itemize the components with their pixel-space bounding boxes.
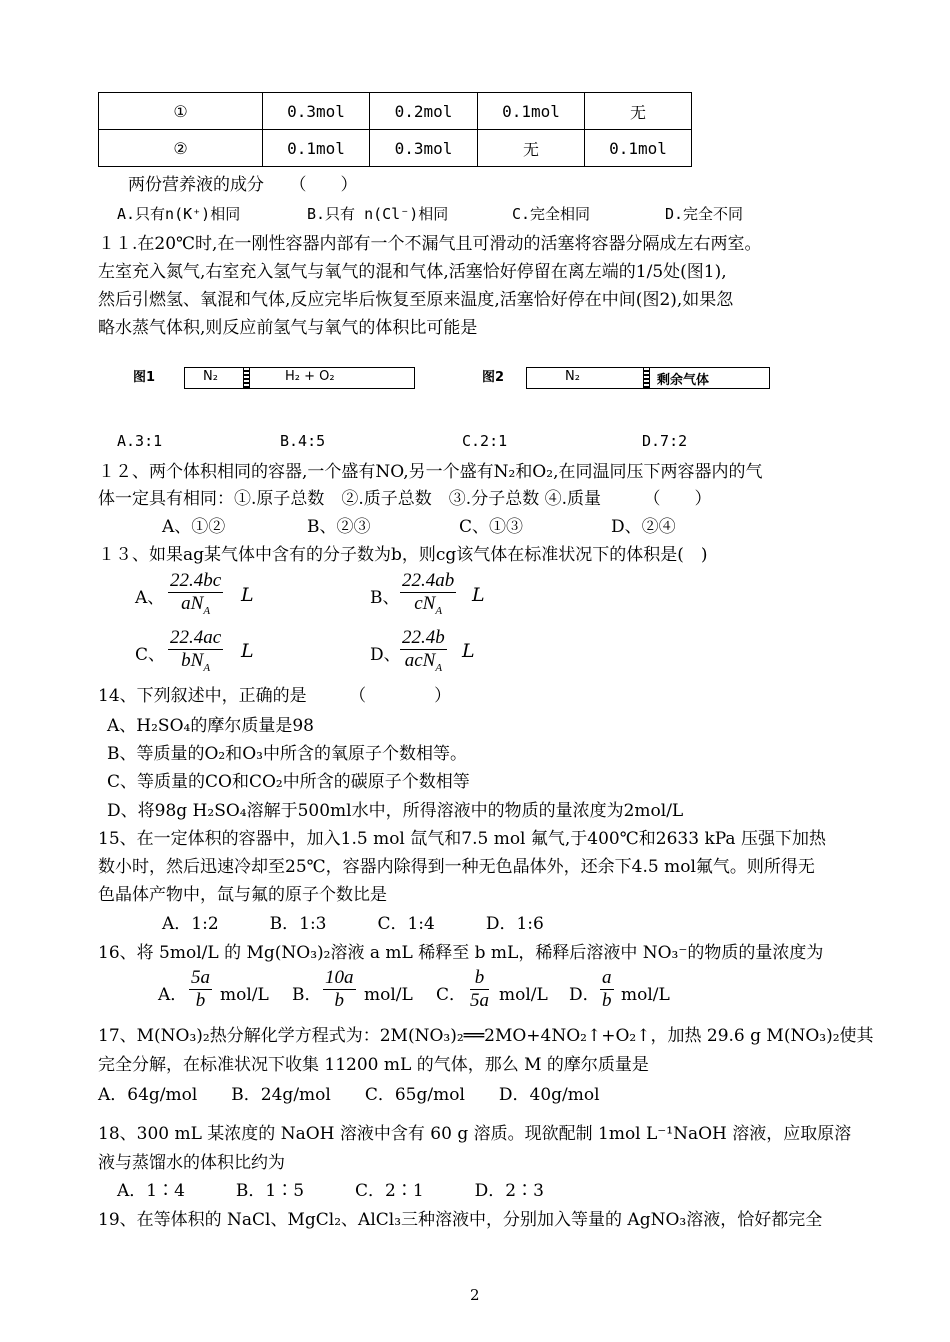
table-cell: 0.3mol xyxy=(370,130,478,167)
q16-option-b-fraction xyxy=(323,967,356,1012)
fraction-numerator: 22.4ab xyxy=(402,570,455,591)
q11-option-d: D.7:2 xyxy=(642,432,688,450)
q15-line-2: 数小时，然后迅速冷却至25℃，容器内除得到一种无色晶体外，还余下4.5 mol氟气。则所得无 xyxy=(98,857,815,877)
q16-stem: 16、将 5mol/L 的 Mg(NO₃)₂溶液 a mL 稀释至 b mL，稀释后溶液中 NO₃⁻的物质的量浓度为 xyxy=(98,943,824,963)
fraction-denominator: b xyxy=(334,990,344,1011)
q13-option-a-fraction xyxy=(168,570,223,617)
q14-stem: 14、下列叙述中，正确的是 （ ） xyxy=(98,686,452,706)
q11-option-a: A.3:1 xyxy=(117,432,163,450)
q14-option-c: C、等质量的CO和CO₂中所含的碳原子个数相等 xyxy=(107,772,470,792)
q14-option-b: B、等质量的O₂和O₃中所含的氧原子个数相等。 xyxy=(107,744,467,764)
q16-option-d-label: D． xyxy=(569,985,600,1005)
q15-options: A．1:2 B．1:3 C．1:4 D．1:6 xyxy=(162,914,544,934)
fraction-numerator: a xyxy=(602,967,612,988)
q16-option-c-label: C． xyxy=(436,985,467,1005)
q11-line-4: 略水蒸气体积,则反应前氢气与氧气的体积比可能是 xyxy=(98,318,478,338)
q14-option-d: D、将98g H₂SO₄溶解于500ml水中，所得溶液中的物质的量浓度为2mol/L xyxy=(107,801,684,821)
fraction-denominator: $cN_A$ xyxy=(414,593,443,617)
table-row xyxy=(99,130,692,167)
fraction-denominator: 5a xyxy=(470,990,489,1011)
unit-label: L xyxy=(472,584,485,606)
q12-option-b: B、②③ xyxy=(307,517,371,537)
q16-option-a-fraction xyxy=(189,967,212,1012)
q13-option-b-label: B、 xyxy=(370,588,400,608)
table-cell: 0.1mol xyxy=(478,93,585,130)
unit-label: mol/L xyxy=(220,985,269,1005)
q11-line-3: 然后引燃氢、氧混和气体,反应完毕后恢复至原来温度,活塞恰好停在中间(图2),如果忽 xyxy=(98,290,734,310)
q12-option-c: C、①③ xyxy=(459,517,524,537)
q10-stem: 两份营养液的成分 （ ） xyxy=(128,175,358,195)
fraction-denominator: b xyxy=(195,990,206,1011)
q18-line-1: 18、300 mL 某浓度的 NaOH 溶液中含有 60 g 溶质。现欲配制 1mol L⁻¹NaOH 溶液，应取原溶 xyxy=(98,1124,852,1144)
figure-1-label: 图1 xyxy=(133,370,156,385)
q11-option-c: C.2:1 xyxy=(462,432,508,450)
fraction-denominator: b xyxy=(602,990,612,1011)
q11-line-2: 左室充入氮气,右室充入氢气与氧气的混和气体,活塞恰好停留在离左端的1/5处(图1), xyxy=(98,262,727,282)
q13-stem: １３、如果ag某气体中含有的分子数为b，则cg该气体在标准状况下的体积是( ) xyxy=(98,545,708,565)
figure-2-remaining-gas-label: 剩余气体 xyxy=(657,373,710,388)
unit-label: mol/L xyxy=(499,985,548,1005)
table-cell: 0.3mol xyxy=(263,93,370,130)
fraction-numerator: 22.4b xyxy=(402,627,445,648)
fraction-denominator: $bN_A$ xyxy=(181,650,211,674)
table-cell: ② xyxy=(99,130,263,167)
fraction-denominator: $aN_A$ xyxy=(181,593,211,617)
q15-line-3: 色晶体产物中，氙与氟的原子个数比是 xyxy=(98,885,387,905)
q13-option-a-label: A、 xyxy=(135,588,165,608)
page-number: 2 xyxy=(470,1286,480,1304)
q18-options: A．1∶4 B．1∶5 C．2∶1 D．2∶3 xyxy=(117,1181,544,1201)
q13-option-c-label: C、 xyxy=(135,645,166,665)
q10-option-d: D.完全不同 xyxy=(665,205,744,223)
q10-option-b: B.只有 n(Cl⁻)相同 xyxy=(307,205,449,223)
q16-option-c-fraction xyxy=(470,967,489,1012)
q12-line-2: 体一定具有相同：①.原子总数 ②.质子总数 ③.分子总数 ④.质量 （ ） xyxy=(98,489,712,509)
figure-1-piston xyxy=(243,368,250,388)
table-cell: 0.2mol xyxy=(370,93,478,130)
table-cell: ① xyxy=(99,93,263,130)
q12-option-a: A、①② xyxy=(162,517,226,537)
figure-2-label: 图2 xyxy=(482,370,505,385)
q11-line-1: １１.在20℃时,在一刚性容器内部有一个不漏气且可滑动的活塞将容器分隔成左右两室。 xyxy=(98,234,762,254)
figure-2-piston xyxy=(643,368,650,388)
q17-line-2: 完全分解，在标准状况下收集 11200 mL 的气体，那么 M 的摩尔质量是 xyxy=(98,1055,649,1075)
table-cell: 0.1mol xyxy=(263,130,370,167)
q14-option-a: A、H₂SO₄的摩尔质量是98 xyxy=(107,716,314,736)
fraction-numerator: 5a xyxy=(191,967,210,988)
q15-line-1: 15、在一定体积的容器中，加入1.5 mol 氙气和7.5 mol 氟气,于400℃和2633 kPa 压强下加热 xyxy=(98,829,826,849)
q11-option-b: B.4:5 xyxy=(280,432,326,450)
fraction-denominator: acN$_A$ xyxy=(404,650,443,674)
table-cell: 0.1mol xyxy=(585,130,692,167)
fraction-numerator: 22.4ac xyxy=(170,627,222,648)
figure-1-n2-label: N₂ xyxy=(203,369,218,384)
q13-option-d-label: D、 xyxy=(370,645,401,665)
unit-label: L xyxy=(241,584,254,606)
fraction-numerator: 22.4bc xyxy=(170,570,222,591)
q19-line-1: 19、在等体积的 NaCl、MgCl₂、AlCl₃三种溶液中，分别加入等量的 AgNO₃溶液，恰好都完全 xyxy=(98,1210,823,1230)
q16-option-a-label: A． xyxy=(158,985,188,1005)
fraction-numerator: b xyxy=(470,967,489,990)
figure-2-n2-label: N₂ xyxy=(565,369,580,384)
unit-label: L xyxy=(241,640,254,662)
q16-option-d-fraction xyxy=(600,967,614,1012)
q17-options: A．64g/mol B．24g/mol C．65g/mol D．40g/mol xyxy=(98,1085,600,1105)
q12-option-d: D、②④ xyxy=(611,517,676,537)
unit-label: L xyxy=(462,640,475,662)
nutrient-table xyxy=(98,92,692,167)
q12-line-1: １２、两个体积相同的容器,一个盛有NO,另一个盛有N₂和O₂,在同温同压下两容器内的气 xyxy=(98,462,763,482)
unit-label: mol/L xyxy=(621,985,670,1005)
unit-label: mol/L xyxy=(364,985,413,1005)
q17-line-1: 17、M(NO₃)₂热分解化学方程式为：2M(NO₃)₂══2MO+4NO₂↑+O₂↑，加热 29.6 g M(NO₃)₂使其 xyxy=(98,1026,874,1046)
figure-1-container xyxy=(184,367,415,389)
q13-option-d-fraction xyxy=(400,627,447,674)
q18-line-2: 液与蒸馏水的体积比约为 xyxy=(98,1153,285,1173)
q10-option-a: A.只有n(K⁺)相同 xyxy=(117,205,241,223)
figure-1-h2o2-label: H₂ + O₂ xyxy=(285,369,335,384)
table-cell: 无 xyxy=(478,130,585,167)
q10-option-c: C.完全相同 xyxy=(512,205,591,223)
fraction-numerator: 10a xyxy=(325,967,354,988)
table-cell: 无 xyxy=(585,93,692,130)
q16-option-b-label: B． xyxy=(292,985,322,1005)
q13-option-c-fraction xyxy=(168,627,223,674)
table-row xyxy=(99,93,692,130)
q13-option-b-fraction xyxy=(400,570,456,617)
figure-2-container xyxy=(526,367,770,389)
